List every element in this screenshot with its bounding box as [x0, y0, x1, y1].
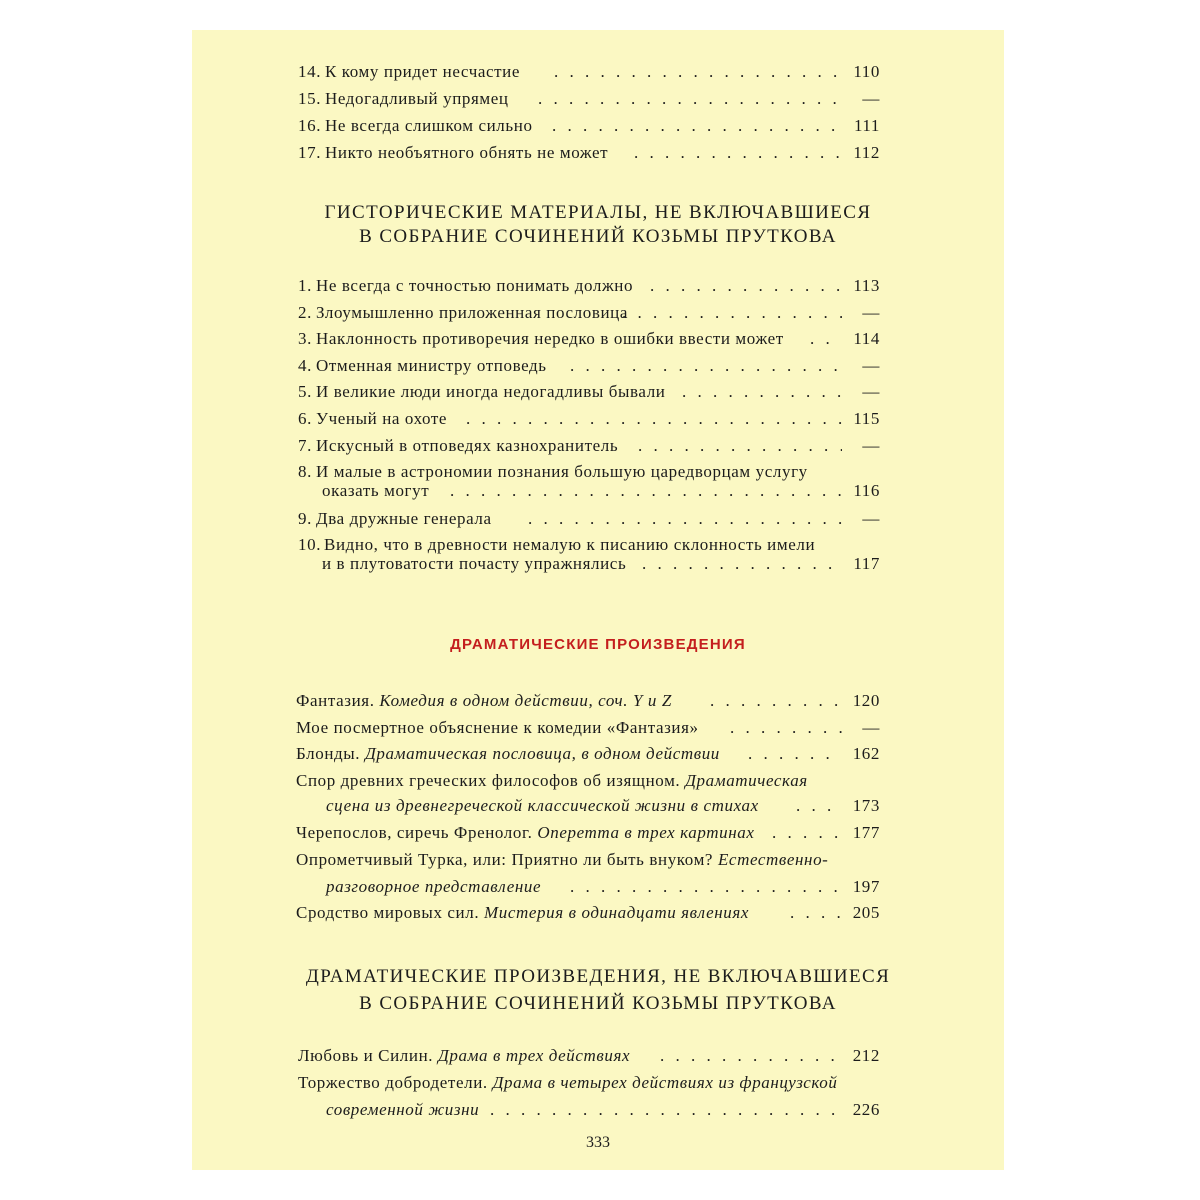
leader-dots [638, 434, 842, 458]
entry-page: 117 [853, 554, 880, 573]
entry-title: Ученый на охоте [316, 409, 448, 428]
toc-entry [192, 60, 1004, 84]
toc-entry-continuation [192, 552, 1004, 576]
section-heading-red: ДРАМАТИЧЕСКИЕ ПРОИЗВЕДЕНИЯ [450, 636, 746, 653]
entry-number: 14. [298, 62, 322, 81]
entry-page: 212 [852, 1046, 880, 1065]
toc-entry [192, 407, 1004, 431]
entry-title: и в плутоватости почасту упражнялись [322, 554, 627, 573]
toc-entry [192, 848, 1004, 872]
entry-number: 2. [298, 303, 312, 322]
entry-page: 113 [853, 276, 880, 295]
entry-title: Фантазия. [296, 691, 375, 710]
entry-page: 110 [853, 62, 880, 81]
leader-dots [810, 327, 842, 351]
toc-entry-continuation [192, 875, 1004, 899]
toc-entry [192, 434, 1004, 458]
leader-dots [466, 407, 842, 431]
entry-title: Торжество добродетели. [298, 1073, 488, 1092]
leader-dots [450, 479, 842, 503]
entry-number: 7. [298, 436, 312, 455]
entry-page: 205 [852, 903, 880, 922]
toc-entry [192, 689, 1004, 713]
entry-page: 173 [852, 796, 880, 815]
leader-dots [622, 301, 842, 325]
entry-page: — [862, 382, 880, 401]
leader-dots [554, 60, 842, 84]
entry-subtitle: Драматическая пословица, в одном действии [365, 744, 720, 763]
entry-subtitle: сцена из древнегреческой классической жизни в стихах [326, 796, 759, 815]
entry-page: — [862, 303, 880, 322]
entry-title: Недогадливый упрямец [325, 89, 509, 108]
entry-title: К кому придет несчастие [325, 62, 521, 81]
entry-page: — [862, 436, 880, 455]
toc-entry-continuation [192, 479, 1004, 503]
toc-entry [192, 742, 1004, 766]
leader-dots [796, 794, 842, 818]
entry-title: Отменная министру отповедь [316, 356, 547, 375]
entry-page: 112 [853, 143, 880, 162]
entry-page: — [862, 509, 880, 528]
toc-entry [192, 1044, 1004, 1068]
entry-subtitle: Драма в четырех действиях из французской [492, 1073, 838, 1092]
entry-page: — [862, 356, 880, 375]
leader-dots [552, 114, 842, 138]
entry-number: 4. [298, 356, 312, 375]
toc-entry [192, 327, 1004, 351]
entry-page: 115 [853, 409, 880, 428]
entry-number: 8. [298, 462, 312, 481]
toc-entry-continuation [192, 794, 1004, 818]
toc-entry [192, 274, 1004, 298]
toc-entry-continuation [192, 1098, 1004, 1122]
entry-number: 10. [298, 535, 322, 554]
entry-page: 177 [852, 823, 880, 842]
toc-entry [192, 141, 1004, 165]
toc-entry [192, 380, 1004, 404]
entry-number: 6. [298, 409, 312, 428]
leader-dots [660, 1044, 842, 1068]
leader-dots [528, 507, 842, 531]
entry-page: 111 [853, 116, 880, 135]
entry-page: — [862, 718, 880, 737]
entry-title: Черепослов, сиречь Френолог. [296, 823, 533, 842]
entry-title: Не всегда с точностью понимать должно [316, 276, 634, 295]
entry-subtitle: Мистерия в одинадцати явлениях [484, 903, 750, 922]
entry-title: И великие люди иногда недогадливы бывали [316, 382, 666, 401]
toc-entry [192, 114, 1004, 138]
entry-number: 5. [298, 382, 312, 401]
entry-title: Опрометчивый Турка, или: Приятно ли быть внуком? [296, 850, 714, 869]
entry-page: — [862, 89, 880, 108]
entry-title: Два дружные генерала [316, 509, 492, 528]
section-heading: ГИСТОРИЧЕСКИЕ МАТЕРИАЛЫ, НЕ ВКЛЮЧАВШИЕСЯ [324, 202, 872, 223]
toc-entry [192, 87, 1004, 111]
leader-dots [710, 689, 842, 713]
entry-page: 197 [852, 877, 880, 896]
entry-subtitle: Драматическая [685, 771, 808, 790]
toc-entry [192, 301, 1004, 325]
leader-dots [490, 1098, 842, 1122]
entry-title: Сродство мировых сил. [296, 903, 480, 922]
toc-entry [192, 716, 1004, 740]
entry-subtitle: Драма в трех действиях [437, 1046, 631, 1065]
entry-page: 114 [853, 329, 880, 348]
entry-title: оказать могут [322, 481, 430, 500]
entry-title: Любовь и Силин. [298, 1046, 434, 1065]
entry-title: Мое посмертное объяснение к комедии «Фантазия» [296, 718, 699, 737]
entry-title: Искусный в отповедях казнохранитель [316, 436, 619, 455]
book-page [192, 30, 1004, 1170]
entry-number: 3. [298, 329, 312, 348]
leader-dots [730, 716, 842, 740]
entry-title: Наклонность противоречия нередко в ошибки ввести может [316, 329, 784, 348]
entry-subtitle: Комедия в одном действии, соч. Y и Z [379, 691, 672, 710]
entry-number: 15. [298, 89, 322, 108]
toc-entry [192, 821, 1004, 845]
entry-page: 120 [852, 691, 880, 710]
entry-subtitle: современной жизни [326, 1100, 480, 1119]
entry-title: Не всегда слишком сильно [325, 116, 533, 135]
entry-title: И малые в астрономии познания большую царедворцам услугу [316, 462, 808, 481]
entry-number: 16. [298, 116, 322, 135]
toc-entry [192, 901, 1004, 925]
leader-dots [642, 552, 842, 576]
page-number: 333 [586, 1134, 610, 1151]
toc-entry [192, 1071, 1004, 1095]
toc-entry [192, 354, 1004, 378]
entry-number: 17. [298, 143, 322, 162]
leader-dots [748, 742, 842, 766]
entry-page: 116 [853, 481, 880, 500]
entry-title: Блонды. [296, 744, 361, 763]
toc-entry [192, 769, 1004, 793]
section-heading: В СОБРАНИЕ СОЧИНЕНИЙ КОЗЬМЫ ПРУТКОВА [359, 226, 837, 247]
entry-page: 226 [852, 1100, 880, 1119]
entry-number: 1. [298, 276, 312, 295]
leader-dots [650, 274, 842, 298]
leader-dots [682, 380, 842, 404]
entry-title: Видно, что в древности немалую к писанию склонность имели [324, 535, 816, 554]
section-heading: ДРАМАТИЧЕСКИЕ ПРОИЗВЕДЕНИЯ, НЕ ВКЛЮЧАВШИЕСЯ [305, 966, 891, 987]
leader-dots [570, 354, 842, 378]
entry-subtitle: Естественно- [717, 850, 829, 869]
toc-entry [192, 507, 1004, 531]
entry-subtitle: Оперетта в трех картинах [537, 823, 755, 842]
leader-dots [790, 901, 842, 925]
entry-number: 9. [298, 509, 312, 528]
leader-dots [634, 141, 842, 165]
entry-page: 162 [852, 744, 880, 763]
entry-title: Спор древних греческих философов об изящном. [296, 771, 681, 790]
entry-subtitle: разговорное представление [326, 877, 542, 896]
entry-title: Никто необъятного обнять не может [325, 143, 609, 162]
leader-dots [570, 875, 842, 899]
section-heading: В СОБРАНИЕ СОЧИНЕНИЙ КОЗЬМЫ ПРУТКОВА [359, 993, 837, 1014]
leader-dots [772, 821, 842, 845]
entry-title: Злоумышленно приложенная пословица [316, 303, 628, 322]
leader-dots [538, 87, 842, 111]
